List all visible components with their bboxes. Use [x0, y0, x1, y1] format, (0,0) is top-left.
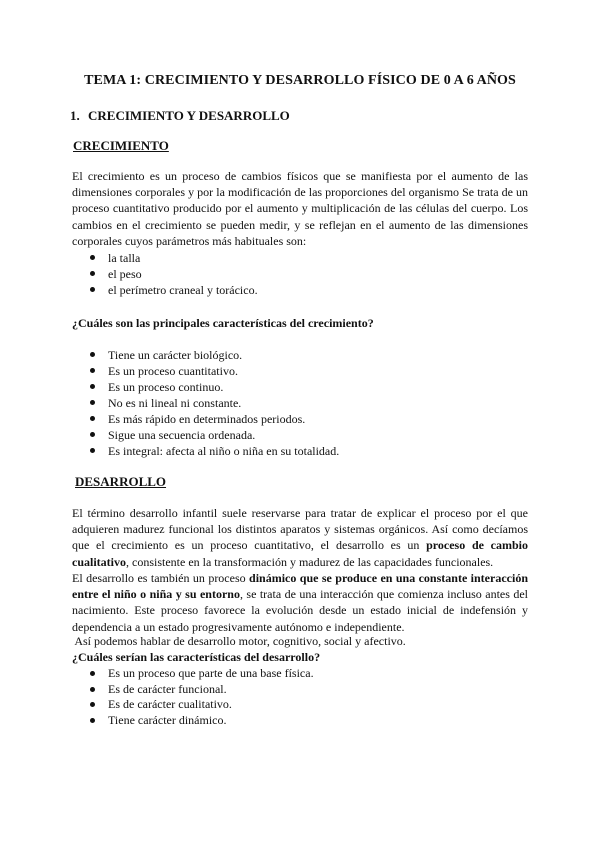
emphasis-text: dinámico que se produce en una constante interacción entre el niño o niña y su entorno [72, 571, 528, 602]
crecimiento-question: ¿Cuáles son las principales características del crecimiento? [72, 316, 374, 330]
paragraph-text: El desarrollo es también un proceso [72, 571, 250, 585]
list-item: Tiene un carácter biológico. [90, 347, 339, 363]
desarrollo-question: ¿Cuáles serían las características del desarrollo? [72, 650, 321, 664]
desarrollo-paragraph-1 [72, 505, 528, 570]
emphasis-text: proceso de cambio cualitativo [72, 538, 528, 569]
desarrollo-paragraph-3: Así podemos hablar de desarrollo motor, cognitivo, social y afectivo. [72, 634, 406, 648]
list-item: Tiene carácter dinámico. [90, 713, 314, 729]
crecimiento-characteristics-list [90, 347, 339, 459]
section-number: 1. [70, 108, 80, 123]
list-item: la talla [90, 250, 258, 266]
list-item: Es un proceso que parte de una base física. [90, 666, 314, 682]
desarrollo-heading: DESARROLLO [75, 474, 167, 489]
section-heading [70, 108, 290, 124]
crecimiento-heading: CRECIMIENTO [73, 138, 169, 153]
list-item: Es integral: afecta al niño o niña en su totalidad. [90, 443, 339, 459]
list-item: Es de carácter funcional. [90, 682, 314, 698]
list-item: Es un proceso continuo. [90, 379, 339, 395]
list-item: Es más rápido en determinados periodos. [90, 411, 339, 427]
crecimiento-paragraph: El crecimiento es un proceso de cambios físicos que se manifiesta por el aumento de las dimensiones corporales y por la modificación de las proporciones del organismo Se trata de un proceso cuantitativo producido por el aumento y multiplicación de las células del cuerpo. Los cambios en el crecimiento se pueden medir, y se reflejan en el aumento de las dimensiones corporales cuyos parámetros más habituales son: [72, 169, 528, 248]
list-item: Es de carácter cualitativo. [90, 697, 314, 713]
crecimiento-parameters-list [90, 250, 258, 298]
list-item: el perímetro craneal y torácico. [90, 282, 258, 298]
list-item: Es un proceso cuantitativo. [90, 363, 339, 379]
list-item: el peso [90, 266, 258, 282]
section-title: CRECIMIENTO Y DESARROLLO [88, 108, 290, 123]
desarrollo-paragraph-2 [72, 570, 528, 635]
list-item: Sigue una secuencia ordenada. [90, 427, 339, 443]
paragraph-text: , se trata de una interacción que comienza incluso antes del nacimiento. Este proceso favorece la evolución desde un estado inicial de indefensión y dependencia a un estado progresivamente autónomo e independiente. [72, 587, 529, 634]
paragraph-text: , consistente en la transformación y madurez de las capacidades funcionales. [126, 554, 494, 569]
list-item: No es ni lineal ni constante. [90, 395, 339, 411]
desarrollo-characteristics-list [90, 666, 314, 728]
paragraph-text: El término desarrollo infantil suele reservarse para tratar de explicar el proceso por el que adquieren madurez funcional los distintos aparatos y sistemas orgánicos. Así como decíamos que el crecimiento es un proceso cuantitativo, el desarrollo es un [72, 506, 528, 553]
document-title: TEMA 1: CRECIMIENTO Y DESARROLLO FÍSICO DE 0 A 6 AÑOS [84, 73, 516, 88]
